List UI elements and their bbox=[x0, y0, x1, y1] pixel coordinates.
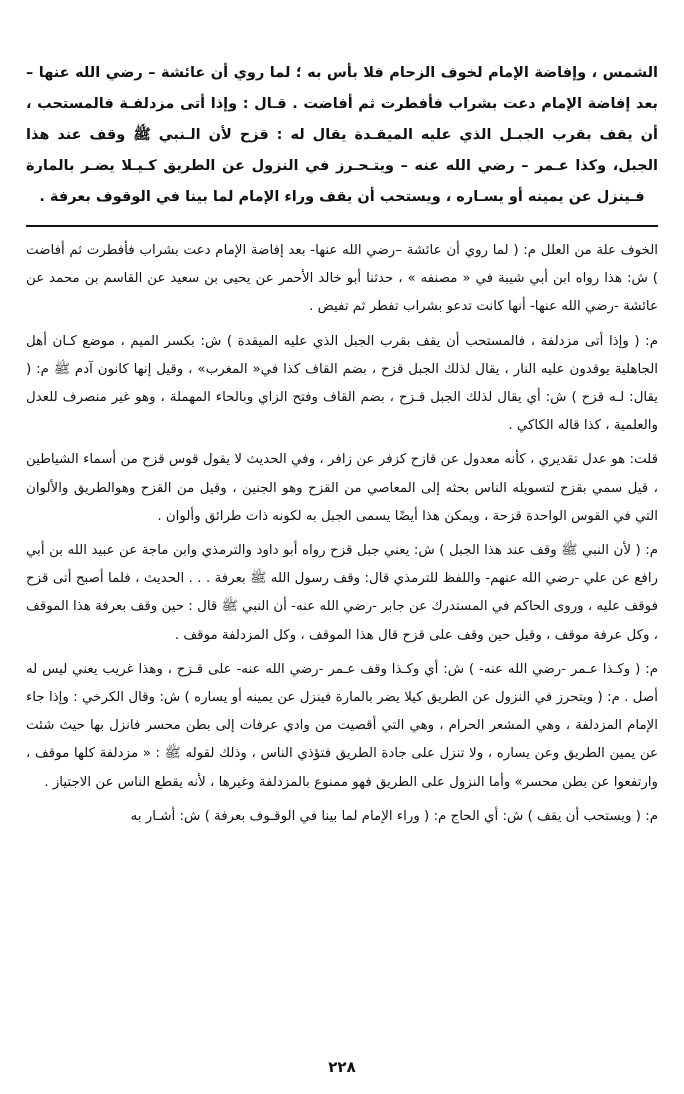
separator-rule bbox=[26, 225, 658, 227]
commentary-paragraph: قلت: هو عدل تقديري ، كأنه معدول عن قازح كزفر عن زافر ، وفي الحديث لا يقول قوس قزح من أسماء الشياطين ، قيل سمي بقزح لتسويله الناس بحثه إلى المعاصي من القزح وهو الجنين ، وقيل من القزح وهوالطريق والألوان التي في القوس الواحدة قزحة ، ويمكن هذا أيضًا يسمى الجبل به لكونه ذات طرائق وألوان . bbox=[26, 452, 658, 524]
commentary-paragraph: م: ( ويستحب أن يقف ) ش: أي الحاج م: ( وراء الإمام لما بينا في الوقـوف بعرفة ) ش: أشـار به bbox=[130, 808, 658, 824]
commentary-section bbox=[26, 237, 658, 831]
commentary-paragraph: الخوف علة من العلل م: ( لما روي أن عائشة –رضي الله عنها- بعد إفاضة الإمام دعت بشراب فأفطرت ثم أفاضت ) ش: هذا رواه ابن أبي شيبة في « مصنفه » ، حدثنا أبو خالد الأحمر عن يحيى بن سعيد عن القاسم بن محمد عن عائشة -رضي الله عنها- أنها كانت تدعو بشراب تفطر ثم تفيض . bbox=[26, 243, 658, 315]
main-text: الشمس ، وإفاضة الإمام لخوف الزحام فلا بأس به ؛ لما روي أن عائشة – رضي الله عنها – بعد إفاضة الإمام دعت بشراب فأفطرت ثم أفاضت . قـال : وإذا أتى مزدلفـة فالمستحب ، أن يقف بقرب الجبـل الذي عليه الميقـدة يقال له : قزح لأن الـنبي ﷺ وقف عند هذا الجبل، وكذا عـمر – رضي الله عنه – ويتـحـرز في النزول عن الطريق كـيـلا يضـر بالمارة فـينزل عن يمينه أو يسـاره ، ويستحب أن يقف وراء الإمام لما بينا في الوقوف بعرفة . bbox=[26, 65, 658, 205]
commentary-paragraph: م: ( وإذا أتى مزدلفة ، فالمستحب أن يقف بقرب الجبل الذي عليه الميقدة ) ش: بكسر الميم ، موضع كـان أهل الجاهلية يوقدون عليه النار ، يقال لذلك الجبل قزح ، بضم القاف كذا في« المغرب» ، وقيل إنها كانون آدم ﷺ م: ( يقال: لـه قزح ) ش: أي يقال لذلك الجبل قـزح ، بضم القاف وفتح الزاي وبالحاء المهملة ، وهو غير منصرف للعدل والعلمية ، كذا قاله الكاكي . bbox=[26, 333, 658, 434]
commentary-paragraph: م: ( لأن النبي ﷺ وقف عند هذا الجبل ) ش: يعني جبل قزح رواه أبو داود والترمذي وابن ماجة عن عبيد الله بن أبي رافع عن علي -رضي الله عنهم- واللفظ للترمذي قال: وقف رسول الله ﷺ بعرفة . . . الحديث ، فلما أصبح أتى قزح فوقف عليه ، وروى الحاكم في المستدرك عن جابر -رضي الله عنه- أن النبي ﷺ قال : حين وقف بعرفة هذا الموقف ، وكل عرفة موقف ، وقيل حين وقف على قزح قال هذا الموقف ، وكل المزدلفة موقف . bbox=[26, 543, 658, 643]
page-number: ٢٢٨ bbox=[328, 1058, 356, 1076]
commentary-paragraph: م: ( وكـذا عـمر -رضي الله عنه- ) ش: أي وكـذا وقف عـمر -رضي الله عنه- على قـزح ، وهذا غريب يعني ليس له أصل . م: ( ويتحرز في النزول عن الطريق كيلا يضر بالمارة فينزل عن يمينه أو يساره ) ش: وقال الكرخي : وإذا جاء الإمام المزدلفة ، وهي المشعر الحرام ، وهي التي أقصيت من وادي عرفات إلى بطن محسر فانزل بها حيث شئت عن يمين الطريق وعن يساره ، ولا تنزل على جادة الطريق فتؤذي الناس ، وذلك لقوله ﷺ : « مزدلفة كلها موقف ، وارتفعوا عن بطن محسر» وأما النزول على الطريق فهو ممنوع بالمزدلفة وغيرها ، لأنه يقطع الناس عن الاجتياز . bbox=[26, 661, 658, 790]
